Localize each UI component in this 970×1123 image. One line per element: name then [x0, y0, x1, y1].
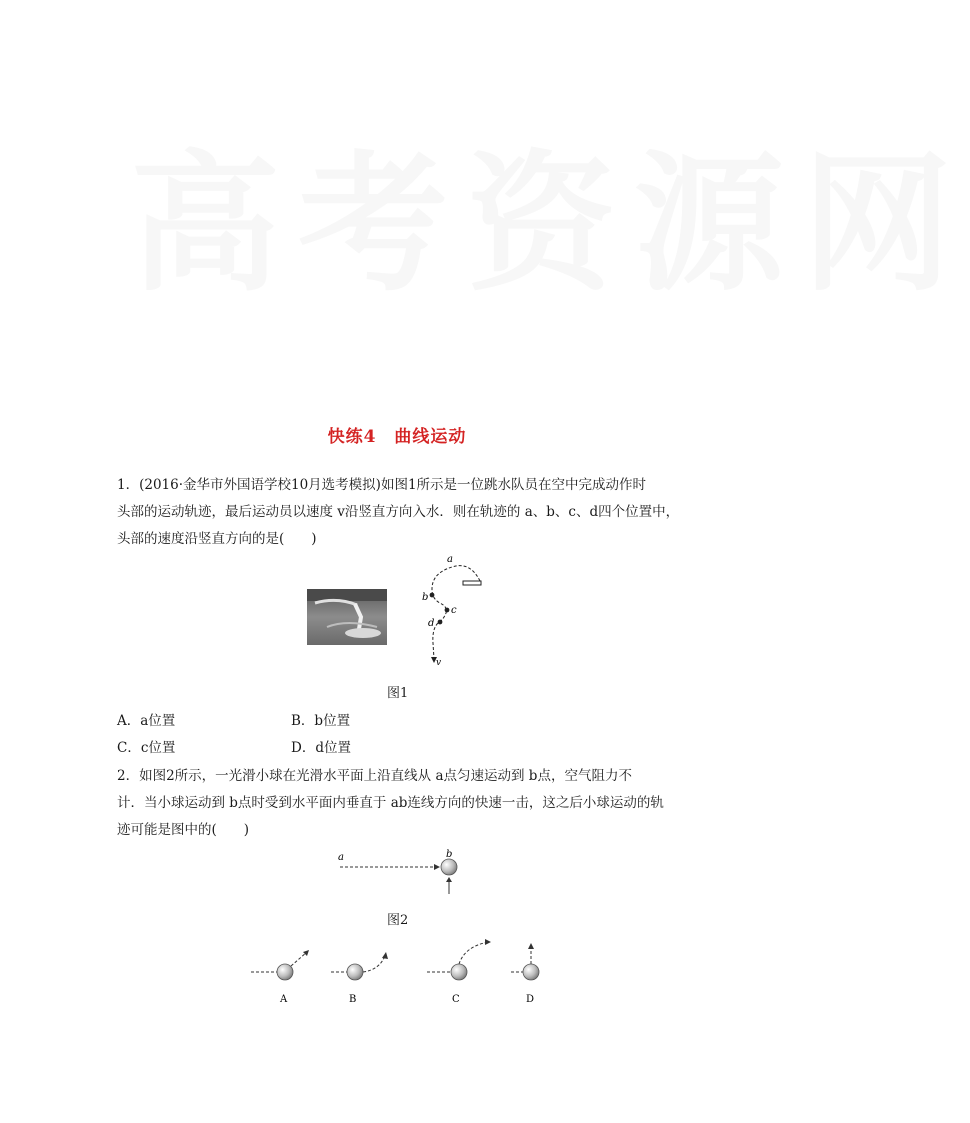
ball-diagram — [330, 848, 470, 898]
point-c — [445, 608, 450, 613]
question-2-text — [117, 763, 677, 844]
choice-b-diagram[interactable] — [331, 952, 388, 980]
label-b2: b — [446, 849, 453, 860]
question-1-line-1: 1．(2016·金华市外国语学校10月选考模拟)如图1所示是一位跳水队员在空中完成动作时 — [117, 477, 647, 493]
question-2-line-1: 2．如图2所示，一光滑小球在光滑水平面上沿直线从 a点匀速运动到 b点，空气阻力不 — [117, 768, 632, 784]
trajectory-diagram — [418, 553, 488, 668]
label-b: b — [422, 592, 429, 603]
watermark: 高考资源网 — [130, 138, 970, 312]
option-b[interactable] — [291, 709, 350, 729]
question-2-line-2: 计．当小球运动到 b点时受到水平面内垂直于 ab连线方向的快速一击，这之后小球运动的轨 — [117, 795, 664, 811]
question-2-line-3: 迹可能是图中的( ) — [117, 822, 250, 838]
figure-1-caption: 图1 — [387, 686, 409, 701]
option-d[interactable] — [291, 736, 351, 756]
choice-c-diagram[interactable] — [427, 939, 491, 980]
choice-d-diagram[interactable] — [511, 943, 539, 980]
choice-d-label: D — [526, 994, 535, 1005]
question-1-line-2: 头部的运动轨迹，最后运动员以速度 v沿竖直方向入水．则在轨迹的 a、b、c、d四个位置中， — [117, 504, 680, 520]
point-b — [430, 593, 435, 598]
point-d — [438, 620, 443, 625]
question-1-line-3: 头部的速度沿竖直方向的是( ) — [117, 531, 317, 547]
option-d-text: d位置 — [315, 740, 351, 756]
choice-b-label: B — [349, 994, 357, 1005]
option-d-key: D． — [291, 740, 316, 756]
choice-a-diagram[interactable] — [251, 950, 309, 980]
option-b-text: b位置 — [314, 713, 351, 729]
option-b-key: B． — [291, 713, 315, 729]
figure-2-caption: 图2 — [387, 913, 409, 928]
label-d: d — [428, 618, 435, 629]
option-a-text: a位置 — [140, 713, 176, 729]
option-c-key: C． — [117, 740, 141, 756]
choice-diagrams — [245, 936, 555, 1008]
diver-photo — [307, 589, 387, 645]
label-a: a — [447, 554, 453, 565]
label-v: v — [436, 658, 442, 668]
label-a2: a — [338, 852, 344, 863]
choice-a-label: A — [280, 994, 288, 1005]
option-c-text: c位置 — [140, 740, 176, 756]
option-a[interactable] — [117, 709, 175, 729]
label-c: c — [451, 605, 457, 616]
question-1-text — [117, 472, 680, 553]
diving-board — [463, 581, 481, 585]
option-c[interactable] — [117, 736, 175, 756]
choice-c-label: C — [452, 994, 460, 1005]
option-a-key: A． — [117, 713, 141, 729]
ball — [441, 859, 457, 875]
page-title: 快练4 曲线运动 — [327, 427, 467, 447]
